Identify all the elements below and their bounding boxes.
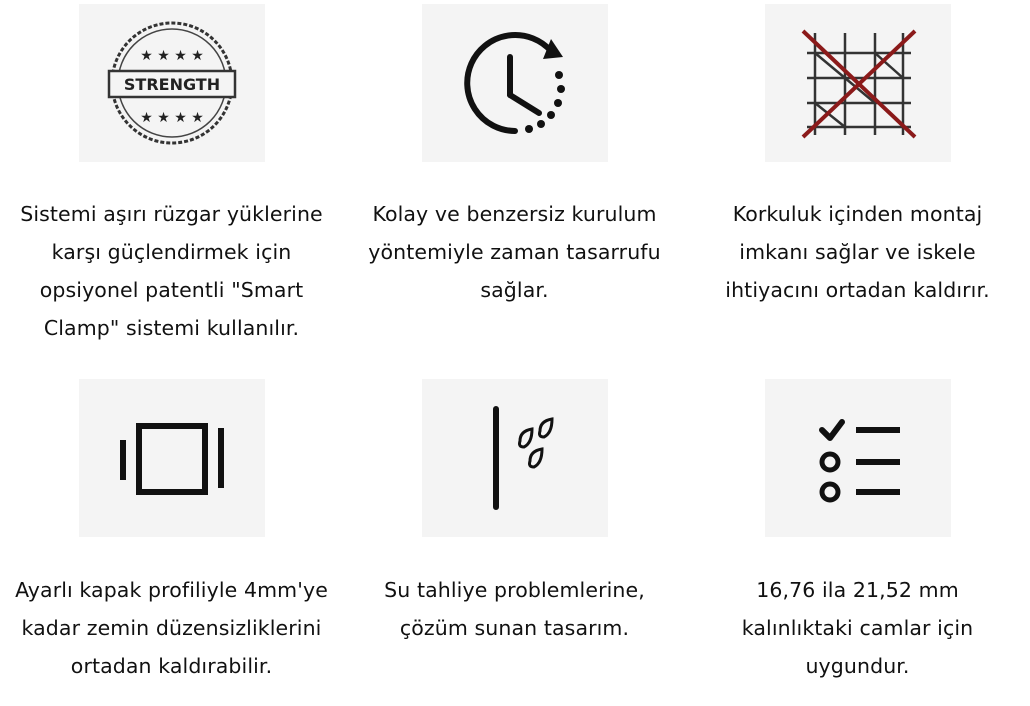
feature-strength [0, 0, 343, 353]
strength-badge-text: STRENGTH [123, 75, 220, 94]
clock-time-saving-icon [422, 4, 608, 162]
feature-caption: Su tahliye problemlerine, çözüm sunan tasarım. [384, 578, 645, 640]
checklist-icon [765, 379, 951, 537]
feature-caption: Korkuluk içinden montaj imkanı sağlar ve iskele ihtiyacını ortadan kaldırır. [725, 202, 990, 302]
feature-caption: Sistemi aşırı rüzgar yüklerine karşı güçlendirmek için opsiyonel patentli "Smart Clamp" sistemi kullanılır. [20, 202, 323, 340]
svg-text:★ ★ ★ ★: ★ ★ ★ ★ [139, 48, 204, 64]
feature-caption: Ayarlı kapak profiliyle 4mm'ye kadar zemin düzensizliklerini ortadan kaldırabilir. [15, 578, 328, 678]
feature-scaffolding [686, 0, 1029, 353]
feature-caption: 16,76 ila 21,52 mm kalınlıktaki camlar için uygundur. [741, 578, 974, 678]
feature-installation [343, 0, 686, 353]
adjustable-profile-icon [79, 379, 265, 537]
no-scaffolding-icon [765, 4, 951, 162]
feature-caption: Kolay ve benzersiz kurulum yöntemiyle zaman tasarrufu sağlar. [368, 202, 661, 302]
svg-text:★ ★ ★ ★: ★ ★ ★ ★ [139, 110, 204, 126]
feature-glass-thickness [686, 353, 1029, 706]
strength-seal-icon [79, 4, 265, 162]
feature-adjustable [0, 353, 343, 706]
water-drainage-icon [422, 379, 608, 537]
feature-drainage [343, 353, 686, 706]
